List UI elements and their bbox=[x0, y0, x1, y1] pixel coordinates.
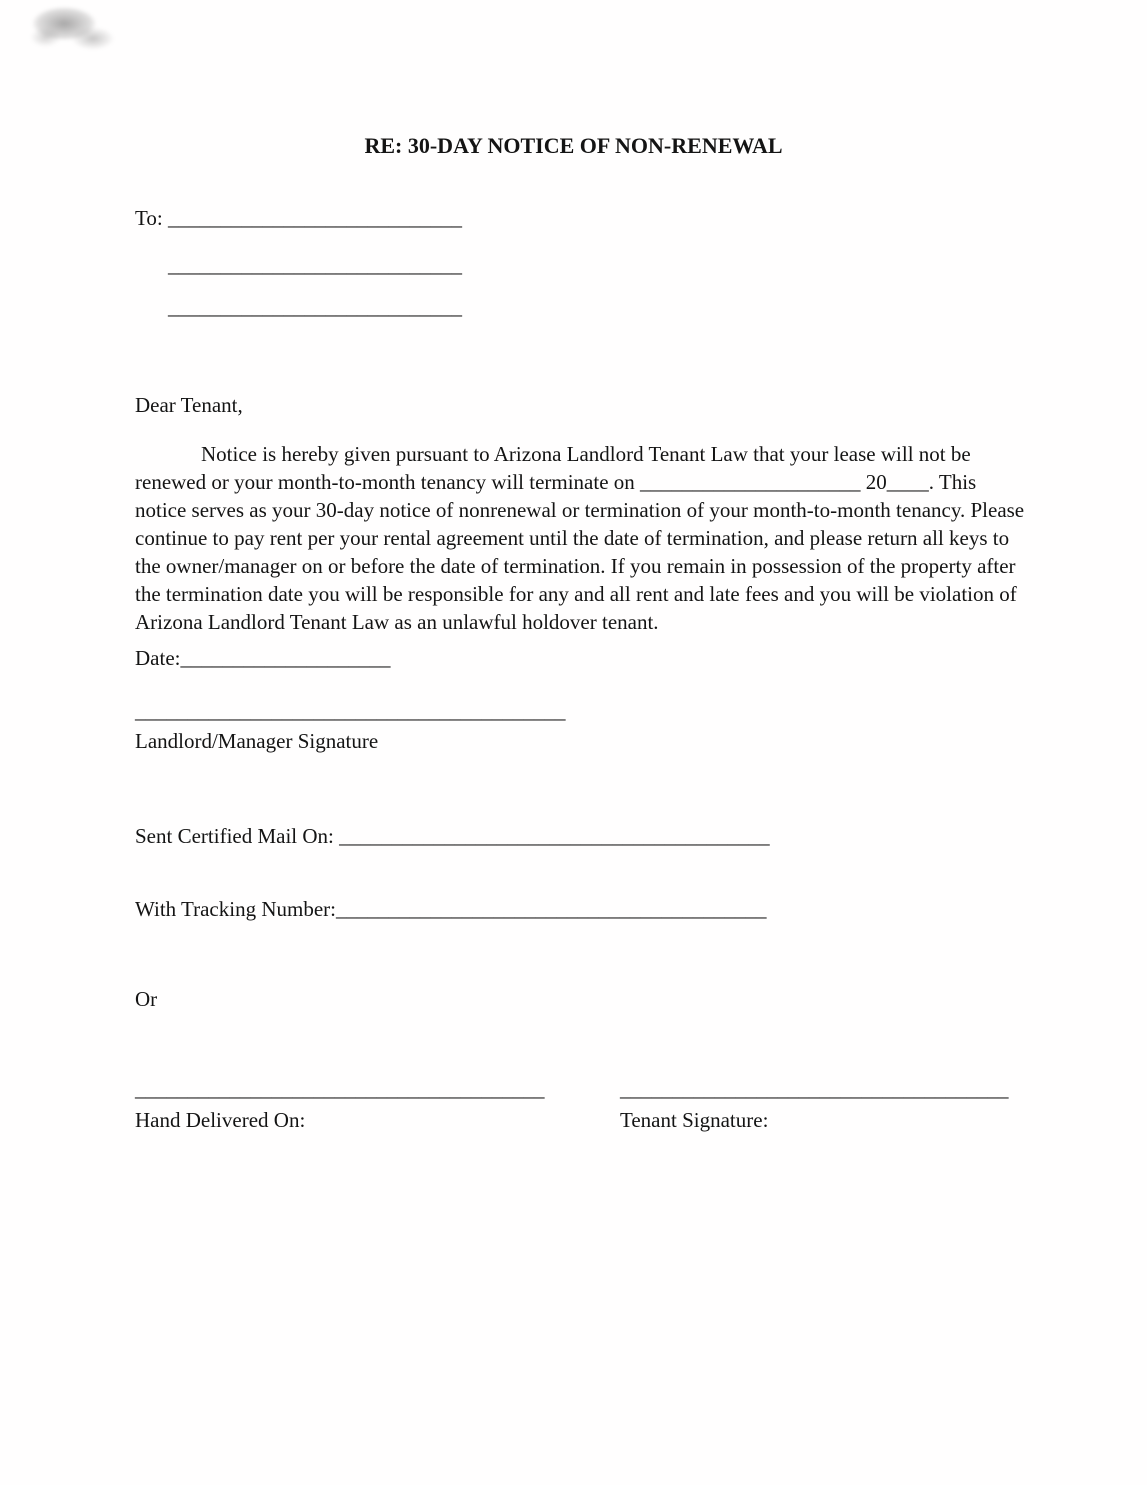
scan-artifact-smudge bbox=[18, 0, 128, 62]
to-blank-line-3: ____________________________ bbox=[168, 295, 462, 319]
body-line: the owner/manager on or before the date of termination. If you remain in possession of the property after bbox=[135, 554, 1016, 578]
date-label: Date: bbox=[135, 646, 181, 670]
body-line: Arizona Landlord Tenant Law as an unlawful holdover tenant. bbox=[135, 610, 659, 634]
to-label: To: bbox=[135, 206, 163, 230]
hand-delivered-line: _______________________________________ bbox=[135, 1077, 545, 1101]
salutation: Dear Tenant, bbox=[135, 393, 243, 417]
landlord-signature-line: _________________________________________ bbox=[135, 699, 566, 723]
tenant-signature-label: Tenant Signature: bbox=[620, 1108, 769, 1132]
or-text: Or bbox=[135, 987, 158, 1011]
body-line: continue to pay rent per your rental agreement until the date of termination, and please return all keys to bbox=[135, 526, 1010, 550]
to-blank-line-2: ____________________________ bbox=[168, 253, 462, 277]
landlord-signature-label: Landlord/Manager Signature bbox=[135, 729, 379, 753]
tracking-number-line bbox=[135, 897, 766, 922]
hand-delivered-label: Hand Delivered On: bbox=[135, 1108, 306, 1132]
body-line: Notice is hereby given pursuant to Arizona Landlord Tenant Law that your lease will not be bbox=[201, 442, 971, 466]
date-line bbox=[135, 646, 390, 671]
body-paragraph bbox=[135, 440, 1030, 636]
certified-mail-label: Sent Certified Mail On: bbox=[135, 824, 334, 848]
date-blank: ____________________ bbox=[180, 646, 391, 670]
body-line: renewed or your month-to-month tenancy will terminate on _____________________ 20____. This bbox=[135, 470, 977, 494]
body-line: notice serves as your 30-day notice of nonrenewal or termination of your month-to-month tenancy. Please bbox=[135, 498, 1025, 522]
tracking-number-label: With Tracking Number: bbox=[135, 897, 336, 921]
to-line bbox=[135, 206, 462, 231]
page-title: RE: 30-DAY NOTICE OF NON-RENEWAL bbox=[364, 133, 783, 158]
certified-mail-line bbox=[135, 824, 770, 849]
body-line: the termination date you will be responsible for any and all rent and late fees and you will be violation of bbox=[135, 582, 1017, 606]
to-blank-line-1: ____________________________ bbox=[167, 206, 462, 230]
certified-mail-blank: _________________________________________ bbox=[339, 824, 770, 848]
tenant-signature-line: _____________________________________ bbox=[620, 1077, 1009, 1101]
tracking-number-blank: _________________________________________ bbox=[335, 897, 767, 921]
